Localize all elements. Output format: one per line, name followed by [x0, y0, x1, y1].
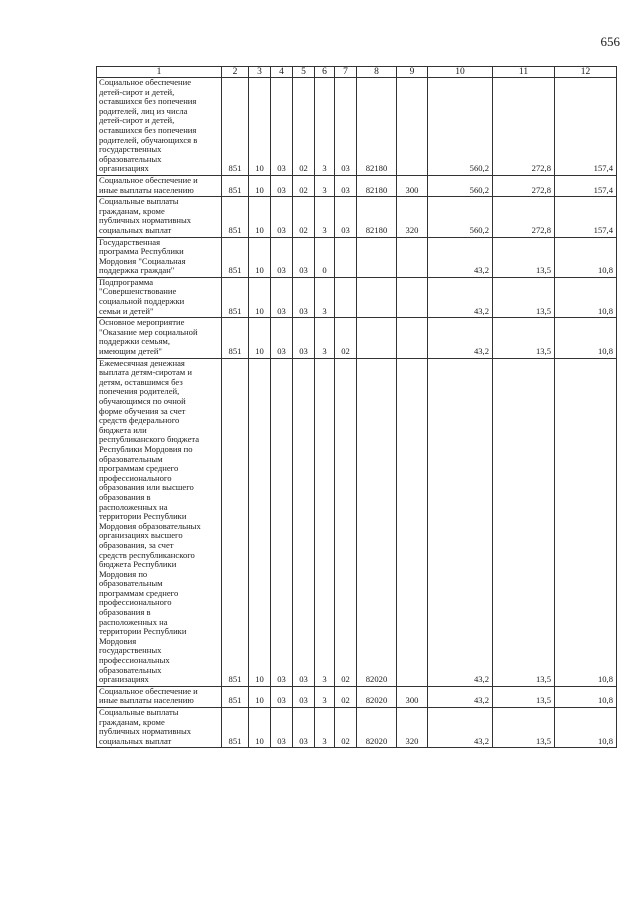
cell-col-9	[397, 78, 428, 176]
cell-col-2: 851	[222, 78, 249, 176]
row-name-line: профессионального	[99, 472, 172, 483]
cell-col-12: 10,8	[555, 277, 617, 317]
row-name-line: поддержки семьям,	[99, 336, 170, 347]
cell-col-11: 13,5	[493, 708, 555, 748]
cell-col-9: 300	[397, 686, 428, 707]
cell-col-4: 03	[271, 277, 293, 317]
col-header: 5	[293, 67, 315, 78]
row-name-line: Подпрограмма	[99, 277, 154, 287]
row-name-line: детей-сирот и детей,	[99, 115, 175, 126]
cell-col-5: 03	[293, 686, 315, 707]
cell-col-4: 03	[271, 237, 293, 277]
cell-col-8: 82180	[357, 197, 397, 237]
cell-col-11: 13,5	[493, 318, 555, 358]
cell-col-3: 10	[249, 686, 271, 707]
cell-col-12: 157,4	[555, 175, 617, 196]
cell-col-6: 3	[315, 277, 335, 317]
cell-col-5: 03	[293, 318, 315, 358]
row-name-line: имеющим детей"	[99, 346, 162, 357]
row-name-line: родителей, обучающихся в	[99, 134, 198, 145]
col-header: 9	[397, 67, 428, 78]
cell-col-4: 03	[271, 358, 293, 686]
header-row	[97, 67, 617, 78]
row-name-line: оставшихся без попечения	[99, 124, 197, 135]
col-header: 12	[555, 67, 617, 78]
cell-col-5: 03	[293, 277, 315, 317]
col-header: 2	[222, 67, 249, 78]
cell-col-3: 10	[249, 237, 271, 277]
row-name-line: Мордовия образовательных	[99, 520, 201, 531]
col-header: 1	[97, 67, 222, 78]
row-name-line: территории Республики	[99, 511, 187, 522]
cell-col-5: 02	[293, 197, 315, 237]
row-name-line: средств республиканского	[99, 549, 195, 560]
row-name-line: публичных нормативных	[99, 726, 192, 737]
cell-col-3: 10	[249, 318, 271, 358]
row-name-line: программам среднего	[99, 463, 179, 474]
cell-col-3: 10	[249, 708, 271, 748]
row-name-line: "Оказание мер социальной	[99, 326, 198, 337]
cell-col-3: 10	[249, 277, 271, 317]
cell-col-8	[357, 237, 397, 277]
table-row	[97, 78, 617, 176]
cell-col-11: 13,5	[493, 237, 555, 277]
cell-col-4: 03	[271, 686, 293, 707]
col-header: 7	[335, 67, 357, 78]
cell-col-4: 03	[271, 708, 293, 748]
row-name-line: расположенных на	[99, 501, 168, 512]
cell-col-8: 82180	[357, 175, 397, 196]
cell-col-6: 3	[315, 358, 335, 686]
cell-col-10: 560,2	[428, 175, 493, 196]
col-header: 10	[428, 67, 493, 78]
row-name-line: Социальное обеспечение	[99, 77, 192, 87]
cell-col-3: 10	[249, 175, 271, 196]
row-name-line: социальной поддержки	[99, 296, 185, 307]
cell-col-5: 03	[293, 237, 315, 277]
cell-col-11: 13,5	[493, 686, 555, 707]
row-name-line: государственных	[99, 645, 162, 656]
table-row	[97, 686, 617, 707]
cell-col-9	[397, 237, 428, 277]
cell-col-11: 272,8	[493, 78, 555, 176]
table-row	[97, 358, 617, 686]
cell-col-9	[397, 358, 428, 686]
cell-col-10: 560,2	[428, 78, 493, 176]
cell-col-7: 02	[335, 686, 357, 707]
cell-col-6: 3	[315, 175, 335, 196]
row-name-line: организациях	[99, 163, 149, 174]
cell-col-7: 03	[335, 175, 357, 196]
row-name-line: образовательным	[99, 453, 163, 464]
table-row	[97, 237, 617, 277]
row-name-line: "Совершенствование	[99, 286, 177, 297]
cell-col-2: 851	[222, 708, 249, 748]
cell-col-10: 43,2	[428, 358, 493, 686]
row-name-line: образовательных	[99, 664, 162, 675]
cell-col-8	[357, 318, 397, 358]
row-name-cell	[97, 318, 222, 358]
cell-col-7: 03	[335, 78, 357, 176]
cell-col-8: 82020	[357, 358, 397, 686]
row-name-cell	[97, 358, 222, 686]
row-name-line: территории Республики	[99, 626, 187, 637]
cell-col-12: 10,8	[555, 318, 617, 358]
row-name-line: социальных выплат	[99, 224, 172, 235]
row-name-line: Мордовия	[99, 635, 137, 646]
row-name-line: средств федерального	[99, 415, 180, 426]
col-header: 4	[271, 67, 293, 78]
cell-col-8: 82020	[357, 686, 397, 707]
cell-col-3: 10	[249, 197, 271, 237]
row-name-line: Социальное обеспечение и	[99, 175, 198, 185]
cell-col-10: 560,2	[428, 197, 493, 237]
cell-col-6: 3	[315, 708, 335, 748]
row-name-line: организациях	[99, 674, 149, 685]
row-name-line: образования или высшего	[99, 482, 194, 493]
row-name-line: гражданам, кроме	[99, 716, 165, 727]
row-name-line: профессиональных	[99, 655, 170, 666]
cell-col-7: 02	[335, 318, 357, 358]
row-name-line: бюджета или	[99, 424, 147, 435]
cell-col-5: 02	[293, 78, 315, 176]
row-name-line: Социальное обеспечение и	[99, 686, 198, 696]
row-name-cell	[97, 686, 222, 707]
row-name-line: программа Республики	[99, 246, 184, 257]
row-name-line: иные выплаты населению	[99, 184, 194, 195]
row-name-line: детям, оставшимся без	[99, 376, 183, 387]
col-header: 6	[315, 67, 335, 78]
cell-col-11: 13,5	[493, 277, 555, 317]
cell-col-12: 10,8	[555, 358, 617, 686]
cell-col-5: 02	[293, 175, 315, 196]
row-name-line: форме обучения за счет	[99, 405, 186, 416]
cell-col-9	[397, 277, 428, 317]
cell-col-9: 320	[397, 708, 428, 748]
row-name-cell	[97, 175, 222, 196]
cell-col-6: 3	[315, 686, 335, 707]
row-name-line: Республики Мордовия по	[99, 443, 193, 454]
table-row	[97, 277, 617, 317]
table-row	[97, 708, 617, 748]
cell-col-2: 851	[222, 318, 249, 358]
cell-col-5: 03	[293, 708, 315, 748]
row-name-line: иные выплаты населению	[99, 695, 194, 706]
cell-col-2: 851	[222, 686, 249, 707]
cell-col-9: 320	[397, 197, 428, 237]
row-name-cell	[97, 197, 222, 237]
row-name-line: Социальные выплаты	[99, 707, 179, 717]
row-name-cell	[97, 78, 222, 176]
cell-col-2: 851	[222, 175, 249, 196]
row-name-line: социальных выплат	[99, 735, 172, 746]
col-header: 3	[249, 67, 271, 78]
table-body	[97, 78, 617, 748]
cell-col-8: 82020	[357, 708, 397, 748]
cell-col-8: 82180	[357, 78, 397, 176]
col-header: 11	[493, 67, 555, 78]
col-header: 8	[357, 67, 397, 78]
table-row	[97, 318, 617, 358]
cell-col-8	[357, 277, 397, 317]
row-name-line: организациях высшего	[99, 530, 183, 541]
row-name-line: расположенных на	[99, 616, 168, 627]
row-name-line: оставшихся без попечения	[99, 96, 197, 107]
row-name-line: Ежемесячная денежная	[99, 358, 185, 368]
row-name-line: Мордовия "Социальная	[99, 255, 186, 266]
cell-col-10: 43,2	[428, 237, 493, 277]
table-row	[97, 175, 617, 196]
row-name-line: профессионального	[99, 597, 172, 608]
cell-col-4: 03	[271, 78, 293, 176]
row-name-cell	[97, 237, 222, 277]
row-name-line: образования, за счет	[99, 539, 174, 550]
cell-col-7	[335, 237, 357, 277]
cell-col-4: 03	[271, 197, 293, 237]
row-name-line: государственных	[99, 144, 162, 155]
row-name-cell	[97, 708, 222, 748]
cell-col-3: 10	[249, 358, 271, 686]
cell-col-11: 272,8	[493, 175, 555, 196]
row-name-line: поддержка граждан"	[99, 265, 175, 276]
row-name-line: образовательным	[99, 578, 163, 589]
cell-col-2: 851	[222, 237, 249, 277]
cell-col-9	[397, 318, 428, 358]
row-name-line: публичных нормативных	[99, 215, 192, 226]
row-name-line: детей-сирот и детей,	[99, 86, 175, 97]
cell-col-5: 03	[293, 358, 315, 686]
cell-col-12: 157,4	[555, 78, 617, 176]
row-name-line: попечения родителей,	[99, 386, 180, 397]
cell-col-9: 300	[397, 175, 428, 196]
cell-col-10: 43,2	[428, 277, 493, 317]
cell-col-10: 43,2	[428, 686, 493, 707]
row-name-line: обучающимся по очной	[99, 396, 186, 406]
cell-col-6: 3	[315, 78, 335, 176]
row-name-line: семьи и детей"	[99, 305, 154, 316]
cell-col-2: 851	[222, 197, 249, 237]
cell-col-12: 157,4	[555, 197, 617, 237]
row-name-line: выплата детям-сиротам и	[99, 367, 192, 378]
cell-col-7: 02	[335, 708, 357, 748]
budget-table	[96, 66, 617, 748]
row-name-line: родителей, лиц из числа	[99, 105, 188, 116]
row-name-line: образования в	[99, 607, 151, 618]
table-row	[97, 197, 617, 237]
row-name-line: республиканского бюджета	[99, 434, 200, 445]
row-name-line: Мордовия по	[99, 568, 148, 579]
row-name-line: Социальные выплаты	[99, 196, 179, 207]
cell-col-11: 272,8	[493, 197, 555, 237]
cell-col-2: 851	[222, 277, 249, 317]
cell-col-2: 851	[222, 358, 249, 686]
row-name-line: бюджета Республики	[99, 559, 177, 570]
cell-col-12: 10,8	[555, 708, 617, 748]
cell-col-10: 43,2	[428, 708, 493, 748]
page-number: 656	[600, 34, 620, 49]
row-name-cell	[97, 277, 222, 317]
cell-col-7: 03	[335, 197, 357, 237]
row-name-line: гражданам, кроме	[99, 205, 165, 216]
cell-col-6: 3	[315, 318, 335, 358]
cell-col-12: 10,8	[555, 237, 617, 277]
cell-col-4: 03	[271, 318, 293, 358]
cell-col-11: 13,5	[493, 358, 555, 686]
row-name-line: программам среднего	[99, 587, 179, 598]
cell-col-6: 0	[315, 237, 335, 277]
row-name-line: образовательных	[99, 153, 162, 164]
cell-col-6: 3	[315, 197, 335, 237]
cell-col-4: 03	[271, 175, 293, 196]
cell-col-7	[335, 277, 357, 317]
cell-col-12: 10,8	[555, 686, 617, 707]
row-name-line: Государственная	[99, 237, 161, 247]
row-name-line: образования в	[99, 491, 151, 502]
row-name-line: Основное мероприятие	[99, 317, 185, 328]
cell-col-3: 10	[249, 78, 271, 176]
cell-col-10: 43,2	[428, 318, 493, 358]
cell-col-7: 02	[335, 358, 357, 686]
